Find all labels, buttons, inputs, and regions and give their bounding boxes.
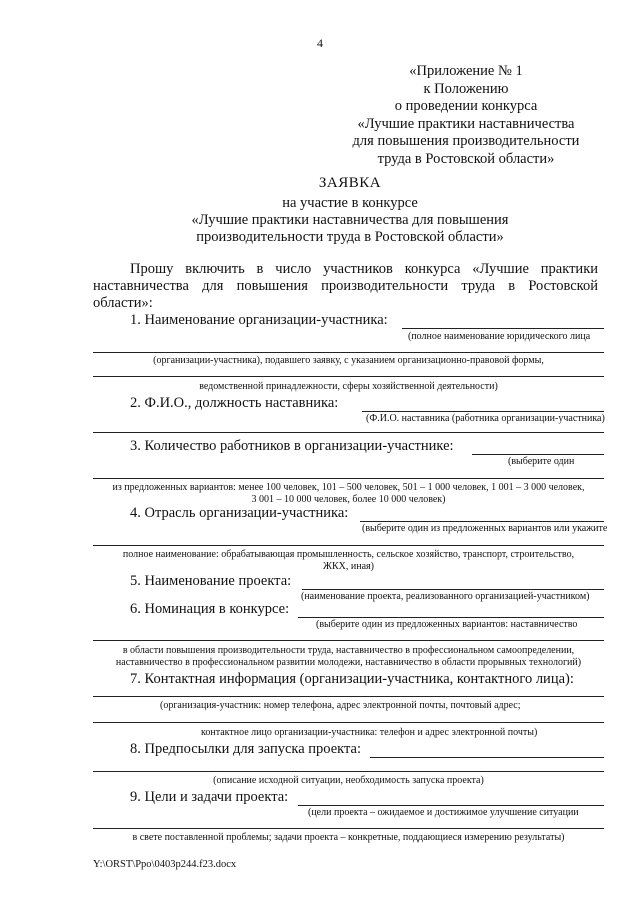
field-7-note-2: контактное лицо организации-участника: телефон и адрес электронной почты) — [201, 727, 538, 738]
field-9-input-line[interactable] — [298, 805, 604, 806]
field-9-note: (цели проекта – ожидаемое и достижимое улучшение ситуации — [308, 807, 579, 818]
field-9-input-line-2[interactable] — [93, 828, 604, 829]
field-2-input-line-2[interactable] — [93, 432, 604, 433]
field-4-note-3: ЖКХ, иная) — [323, 561, 374, 572]
field-6-input-line[interactable] — [298, 617, 604, 618]
field-6-note-3: наставничество в профессиональном развитии молодежи, наставничество в области прорывных технологий) — [115, 657, 582, 668]
field-3-input-line-2[interactable] — [93, 478, 604, 479]
field-5-note: (наименование проекта, реализованного организацией-участником) — [301, 591, 590, 602]
appendix-header — [336, 63, 596, 168]
field-4-note-2: полное наименование: обрабатывающая промышленность, сельское хозяйство, транспорт, строительство, — [122, 549, 575, 560]
document-subtitle — [0, 195, 640, 246]
appendix-line: для повышения производительности — [352, 133, 580, 149]
field-7-note: (организация-участник: номер телефона, адрес электронной почты, почтовый адрес; — [160, 700, 521, 711]
appendix-line: труда в Ростовской области» — [377, 150, 555, 167]
field-9-label: 9. Цели и задачи проекта: — [130, 789, 289, 805]
appendix-line: «Лучшие практики наставничества — [357, 115, 575, 132]
field-8-input-line-2[interactable] — [93, 771, 604, 772]
field-6-note-2: в области повышения производительности труда, наставничество в профессиональном самоопределении, — [122, 645, 575, 656]
subtitle-line: на участие в конкурсе — [282, 195, 418, 211]
field-8-label: 8. Предпосылки для запуска проекта: — [130, 741, 361, 757]
field-5-label: 5. Наименование проекта: — [130, 573, 292, 589]
document-title: ЗАЯВКА — [318, 175, 382, 191]
field-8-input-line[interactable] — [370, 757, 604, 758]
intro-paragraph: Прошу включить в число участников конкурса «Лучшие практики наставничества для повышения производительности труда в Ростовской области»: — [93, 261, 598, 311]
appendix-line: к Положению — [423, 80, 509, 97]
field-3-input-line[interactable] — [472, 454, 604, 455]
field-6-note: (выберите один из предложенных вариантов: наставничество — [316, 619, 578, 630]
appendix-line: «Приложение № 1 — [409, 63, 523, 79]
field-1-input-line[interactable] — [402, 328, 604, 329]
field-7-input-line[interactable] — [93, 696, 604, 697]
field-6-input-line-2[interactable] — [93, 640, 604, 641]
field-4-label: 4. Отрасль организации-участника: — [130, 505, 349, 521]
footer-file-path: Y:\ORST\Ppo\0403p244.f23.docx — [93, 859, 237, 870]
field-3-note: (выберите один — [508, 456, 575, 467]
field-7-input-line-2[interactable] — [93, 722, 604, 723]
field-3-label: 3. Количество работников в организации-участнике: — [130, 438, 454, 454]
field-3-note-3: 3 001 – 10 000 человек, более 10 000 человек) — [251, 494, 446, 505]
field-1-input-line-2[interactable] — [93, 352, 604, 353]
field-5-input-line[interactable] — [302, 589, 604, 590]
field-2-label: 2. Ф.И.О., должность наставника: — [130, 395, 339, 411]
field-6-label: 6. Номинация в конкурсе: — [130, 601, 290, 617]
field-1-input-line-3[interactable] — [93, 376, 604, 377]
field-2-input-line[interactable] — [362, 411, 604, 412]
field-1-note: (полное наименование юридического лица — [408, 331, 591, 342]
field-2-note: (Ф.И.О. наставника (работника организации-участника) — [366, 413, 605, 424]
page-number: 4 — [317, 36, 323, 50]
field-1-label: 1. Наименование организации-участника: — [130, 312, 388, 328]
subtitle-line: «Лучшие практики наставничества для повышения — [191, 212, 509, 228]
field-7-label: 7. Контактная информация (организации-участника, контактного лица): — [130, 671, 574, 687]
field-4-input-line[interactable] — [360, 521, 604, 522]
appendix-line: о проведении конкурса — [394, 98, 538, 114]
field-8-note: (описание исходной ситуации, необходимость запуска проекта) — [213, 775, 484, 786]
field-3-note-2: из предложенных вариантов: менее 100 человек, 101 – 500 человек, 501 – 1 000 человек, 1 001 – 3 000 человек, — [112, 482, 585, 493]
field-9-note-2: в свете поставленной проблемы; задачи проекта – конкретные, поддающиеся измерению результаты) — [132, 832, 565, 843]
field-4-input-line-2[interactable] — [93, 545, 604, 546]
subtitle-line: производительности труда в Ростовской области» — [196, 229, 504, 245]
field-4-note: (выберите один из предложенных вариантов или укажите — [362, 523, 608, 534]
field-1-note-3: ведомственной принадлежности, сферы хозяйственной деятельности) — [199, 381, 498, 392]
field-1-note-2: (организации-участника), подавшего заявку, с указанием организационно-правовой формы, — [153, 355, 544, 366]
